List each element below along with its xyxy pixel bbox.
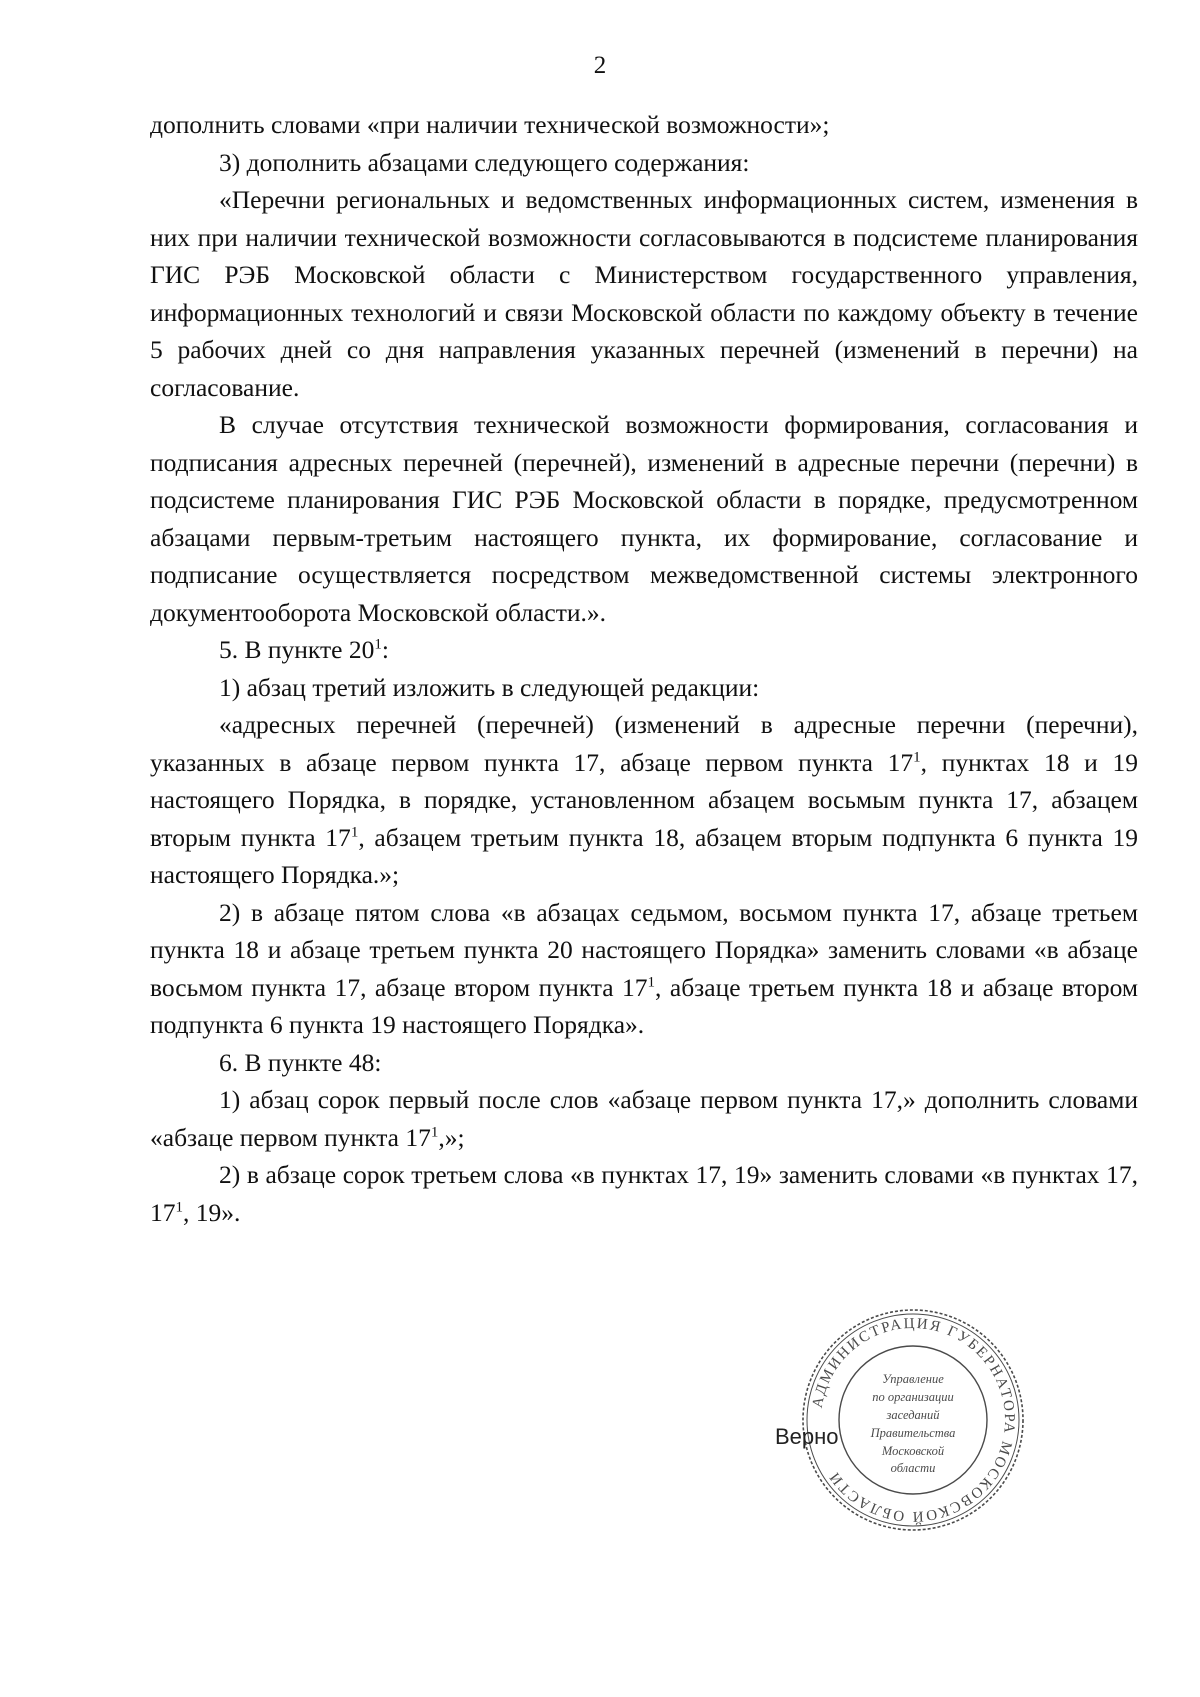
superscript: 1	[175, 1199, 183, 1215]
official-seal	[798, 1305, 1028, 1535]
paragraph-6: 1) абзац третий изложить в следующей редакции:	[219, 672, 760, 702]
svg-text:Правительства: Правительства	[870, 1426, 956, 1440]
superscript: 1	[350, 824, 359, 840]
verno-stamp: Верно	[775, 1424, 839, 1449]
svg-text:Управление: Управление	[882, 1372, 944, 1386]
superscript: 1	[430, 1124, 439, 1140]
superscript: 1	[913, 749, 921, 765]
superscript: 1	[374, 636, 382, 653]
svg-text:Московской: Московской	[881, 1444, 945, 1458]
paragraph-2: 3) дополнить абзацами следующего содержания:	[219, 147, 750, 177]
paragraph-7: «адресных перечней (перечней) (изменений в адресные перечни (перечни), указанных в абзаце первом пункта 17, абзаце первом пункта $17^1$, пунктах 18 и 19 настоящего Порядка, в порядке, установленном абзацем восьмым пункта 17, абзацем вторым пункта $17^1$, абзацем третьим пункта 18, абзацем вторым подпункта 6 пункта 19 настоящего Порядка.»;	[150, 710, 1138, 889]
svg-text:области: области	[890, 1461, 936, 1475]
page-number: 2	[593, 52, 607, 79]
svg-text:по организации: по организации	[872, 1390, 954, 1404]
document-body	[150, 106, 1138, 1231]
paragraph-9: 6. В пункте 48:	[219, 1047, 382, 1077]
svg-text:заседаний: заседаний	[886, 1408, 940, 1422]
seal-inner-text	[870, 1372, 956, 1475]
paragraph-5: 5. В пункте $20^1$:	[219, 635, 389, 664]
paragraph-4: В случае отсутствия технической возможности формирования, согласования и подписания адресных перечней (перечней), изменений в адресные перечни (перечни) в подсистеме планирования ГИС РЭБ Московской области в порядке, предусмотренном абзацами первым-третьим настоящего пункта, их формирование, согласование и подписание осуществляется посредством межведомственной системы электронного документооборота Московской области.».	[150, 410, 1138, 627]
seal-outer-text: АДМИНИСТРАЦИЯ ГУБЕРНАТОРА МОСКОВСКОЙ ОБЛАСТИ	[809, 1315, 1018, 1525]
paragraph-1: дополнить словами «при наличии технической возможности»;	[150, 110, 830, 139]
paragraph-3: «Перечни региональных и ведомственных информационных систем, изменения в них при наличии технической возможности согласовываются в подсистеме планирования ГИС РЭБ Московской области с Министерством государственного управления, информационных технологий и связи Московской области по каждому объекту в течение 5 рабочих дней со дня направления указанных перечней (изменений в перечни) на согласование.	[150, 185, 1138, 402]
superscript: 1	[647, 974, 656, 990]
paragraph-8: 2) в абзаце пятом слова «в абзацах седьмом, восьмом пункта 17, абзаце третьем пункта 18 и абзаце третьем пункта 20 настоящего Порядка» заменить словами «в абзаце восьмом пункта 17, абзаце втором пункта $17^1$, абзаце третьем пункта 18 и абзаце втором подпункта 6 пункта 19 настоящего Порядка».	[150, 897, 1138, 1039]
paragraph-10: 1) абзац сорок первый после слов «абзаце первом пункта 17,» дополнить словами «абзаце первом пункта $17^1$,»;	[150, 1085, 1138, 1152]
paragraph-11: 2) в абзаце сорок третьем слова «в пунктах 17, 19» заменить словами «в пунктах 17, $17^1$, 19».	[150, 1160, 1138, 1227]
